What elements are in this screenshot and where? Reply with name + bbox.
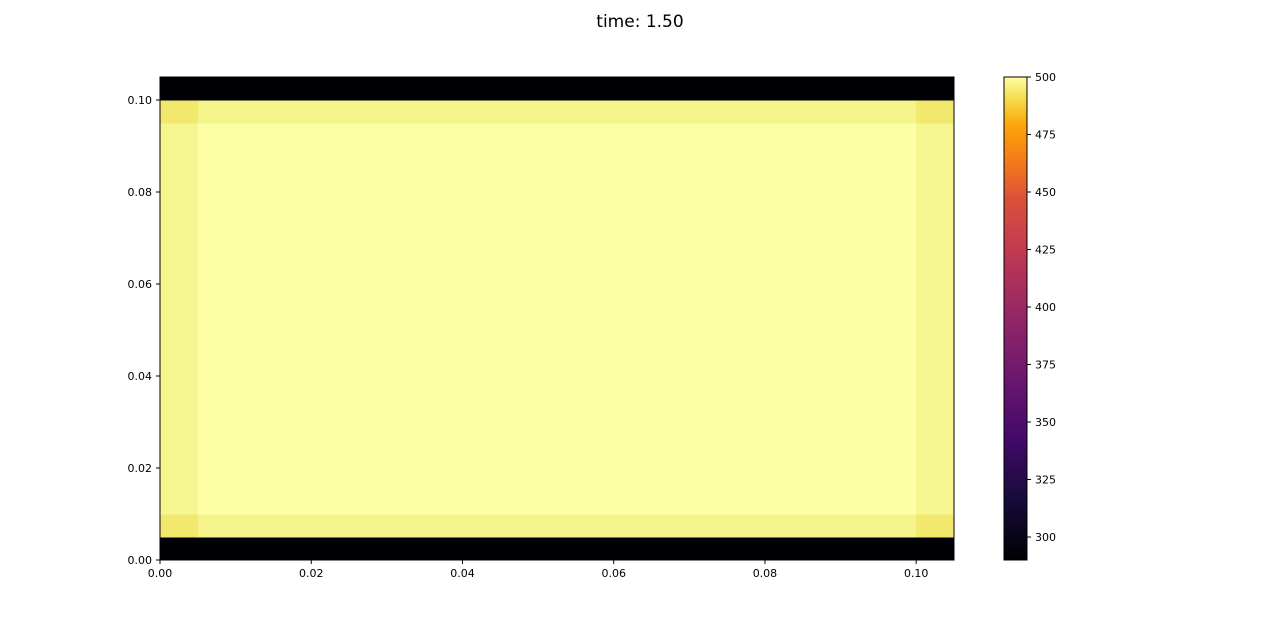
y-tick-label: 0.04: [127, 370, 152, 383]
heatmap-cell: [916, 123, 954, 515]
x-tick-label: 0.06: [601, 567, 626, 580]
heatmap-cell: [916, 514, 954, 538]
heatmap-cell: [916, 77, 954, 101]
y-tick-label: 0.10: [127, 94, 152, 107]
x-tick-label: 0.00: [147, 567, 173, 580]
colorbar-tick-label: 300: [1035, 531, 1056, 544]
colorbar-tick-label: 350: [1035, 416, 1056, 429]
heatmap-cell: [198, 77, 917, 101]
heatmap-cell: [160, 100, 198, 124]
colorbar: [1004, 77, 1027, 560]
colorbar-tick-label: 475: [1035, 128, 1056, 142]
heatmap-cell: [916, 537, 954, 561]
heatmap-cells: [160, 77, 955, 561]
heatmap-cell: [916, 100, 954, 124]
x-tick-label: 0.04: [450, 567, 475, 580]
heatmap-cell: [198, 537, 917, 561]
colorbar-tick-label: 450: [1035, 186, 1056, 199]
colorbar-tick-label: 500: [1035, 71, 1056, 84]
x-axis: [148, 560, 929, 580]
y-tick-label: 0.00: [127, 554, 152, 567]
y-tick-label: 0.08: [127, 186, 152, 199]
chart-title: time: 1.50: [596, 12, 684, 32]
x-tick-label: 0.10: [903, 567, 929, 580]
y-tick-label: 0.06: [127, 278, 152, 291]
heatmap-cell: [160, 537, 198, 561]
heatmap-cell: [198, 123, 917, 515]
colorbar-axis: [1027, 71, 1056, 544]
colorbar-tick-label: 400: [1035, 301, 1056, 314]
heatmap-cell: [198, 514, 917, 538]
heatmap-cell: [160, 123, 198, 515]
heatmap-cell: [198, 100, 917, 124]
x-tick-label: 0.02: [298, 567, 324, 580]
colorbar-tick-label: 425: [1035, 243, 1056, 257]
colorbar-tick-label: 325: [1035, 473, 1056, 487]
x-tick-label: 0.08: [752, 567, 778, 580]
colorbar-tick-label: 375: [1035, 358, 1056, 372]
heatmap-cell: [160, 77, 198, 101]
heatmap-cell: [160, 514, 198, 538]
y-tick-label: 0.02: [127, 462, 152, 475]
y-axis: [128, 94, 161, 567]
